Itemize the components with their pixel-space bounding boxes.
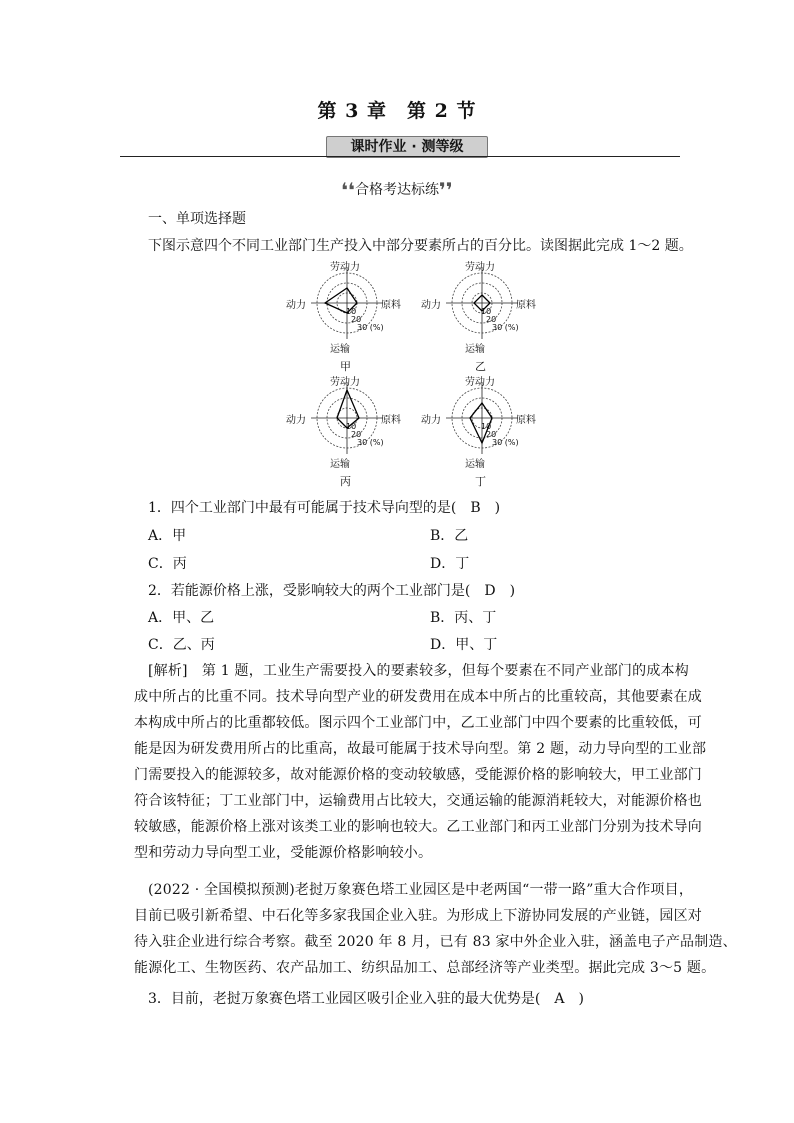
ring-label-10: 10	[346, 307, 357, 316]
axis-label-left: 动力	[421, 300, 441, 311]
passage-line: 待入驻企业进行综合考察。截至 2020 年 8 月，已有 83 家中外企业入驻，涵盖电子产品制造、	[134, 934, 737, 950]
section-tag	[0, 178, 794, 202]
ring-label-20: 20	[486, 315, 497, 324]
q1-stem: 1．四个工业部门中最有可能属于技术导向型的是( B )	[148, 500, 501, 516]
section-tag-label: 合格考达标练	[355, 182, 439, 198]
panel-name-yi: 乙	[475, 360, 486, 373]
q2-option-b: B．丙、丁	[430, 610, 497, 626]
axis-label-top: 劳动力	[465, 377, 495, 388]
q1-option-c: C．丙	[148, 556, 187, 572]
chapter-title: 第 3 章 第 2 节	[317, 100, 477, 122]
part-heading: 一、单项选择题	[148, 211, 246, 227]
q3-stem: 3．目前，老挝万象赛色塔工业园区吸引企业入驻的最大优势是( A )	[148, 991, 584, 1007]
open-quote-icon: ❛❛	[341, 178, 355, 202]
axis-label-right: 原料	[516, 300, 536, 311]
analysis-line: 能是因为研发费用所占的比重高，故最可能属于技术导向型。第 2 题，动力导向型的工业部	[134, 741, 707, 757]
ring-label-10: 10	[346, 422, 357, 431]
axis-label-bottom: 运输	[330, 459, 350, 470]
analysis-line: [解析] 第 1 题，工业生产需要投入的要素较多，但每个要素在不同产业部门的成本构	[148, 663, 689, 679]
q2-stem: 2．若能源价格上涨，受影响较大的两个工业部门是( D )	[148, 583, 516, 599]
analysis-line: 较敏感，能源价格上涨对该类工业的影响也较大。乙工业部门和丙工业部门分别为技术导向	[134, 819, 702, 835]
axis-label-bottom: 运输	[465, 344, 485, 355]
axis-label-right: 原料	[381, 415, 401, 426]
panel-name-bing: 丙	[340, 475, 351, 488]
panel-name-ding: 丁	[475, 475, 486, 488]
subtitle-badge: 课时作业 · 测等级	[326, 136, 488, 158]
radar-svg-ding	[420, 373, 670, 468]
close-quote-icon: ❜❜	[439, 178, 453, 202]
q1-option-a: A．甲	[148, 528, 187, 544]
axis-label-left: 动力	[286, 415, 306, 426]
axis-label-top: 劳动力	[330, 262, 360, 273]
axis-label-bottom: 运输	[330, 344, 350, 355]
passage-line: 目前已吸引新希望、中石化等多家我国企业入驻。为形成上下游协同发展的产业链，园区对	[134, 908, 702, 924]
ring-label-10: 10	[481, 307, 492, 316]
q2-option-d: D．甲、丁	[430, 637, 498, 653]
intro-text: 下图示意四个不同工业部门生产投入中部分要素所占的百分比。读图据此完成 1～2 题。	[148, 238, 693, 254]
ring-label-30: 30 (%)	[492, 323, 519, 332]
ring-label-30: 30 (%)	[492, 438, 519, 447]
ring-label-10: 10	[481, 422, 492, 431]
ring-label-30: 30 (%)	[357, 438, 384, 447]
analysis-line: 成中所占的比重不同。技术导向型产业的研发费用在成本中所占的比重较高，其他要素在成	[134, 689, 702, 705]
radar-chart-yi	[420, 258, 670, 353]
axis-label-left: 动力	[421, 415, 441, 426]
passage-line: (2022 · 全国模拟预测)老挝万象赛色塔工业园区是中老两国“一带一路”重大合作项目，	[148, 882, 694, 898]
axis-label-right: 原料	[516, 415, 536, 426]
q1-option-b: B．乙	[430, 528, 469, 544]
passage-line: 能源化工、生物医药、农产品加工、纺织品加工、总部经济等产业类型。据此完成 3～5 题。	[134, 960, 716, 976]
header-rule	[120, 156, 680, 157]
analysis-line: 型和劳动力导向型工业，受能源价格影响较小。	[134, 845, 433, 861]
axis-label-right: 原料	[381, 300, 401, 311]
analysis-line: 门需要投入的能源较多，故对能源价格的变动较敏感，受能源价格的影响较大，甲工业部门	[134, 767, 702, 783]
axis-label-top: 劳动力	[330, 377, 360, 388]
analysis-line: 符合该特征；丁工业部门中，运输费用占比较大，交通运输的能源消耗较大，对能源价格也	[134, 793, 702, 809]
q2-option-a: A．甲、乙	[148, 610, 215, 626]
q1-option-d: D．丁	[430, 556, 470, 572]
analysis-line: 本构成中所占的比重都较低。图示四个工业部门中，乙工业部门中四个要素的比重较低，可	[134, 715, 702, 731]
ring-label-20: 20	[351, 430, 362, 439]
axis-label-bottom: 运输	[465, 459, 485, 470]
ring-label-30: 30 (%)	[357, 323, 384, 332]
q2-option-c: C．乙、丙	[148, 637, 215, 653]
radar-chart-ding	[420, 373, 670, 468]
ring-label-20: 20	[486, 430, 497, 439]
radar-svg-yi	[420, 258, 670, 353]
axis-label-left: 动力	[286, 300, 306, 311]
axis-label-top: 劳动力	[465, 262, 495, 273]
panel-name-jia: 甲	[340, 360, 351, 373]
ring-label-20: 20	[351, 315, 362, 324]
